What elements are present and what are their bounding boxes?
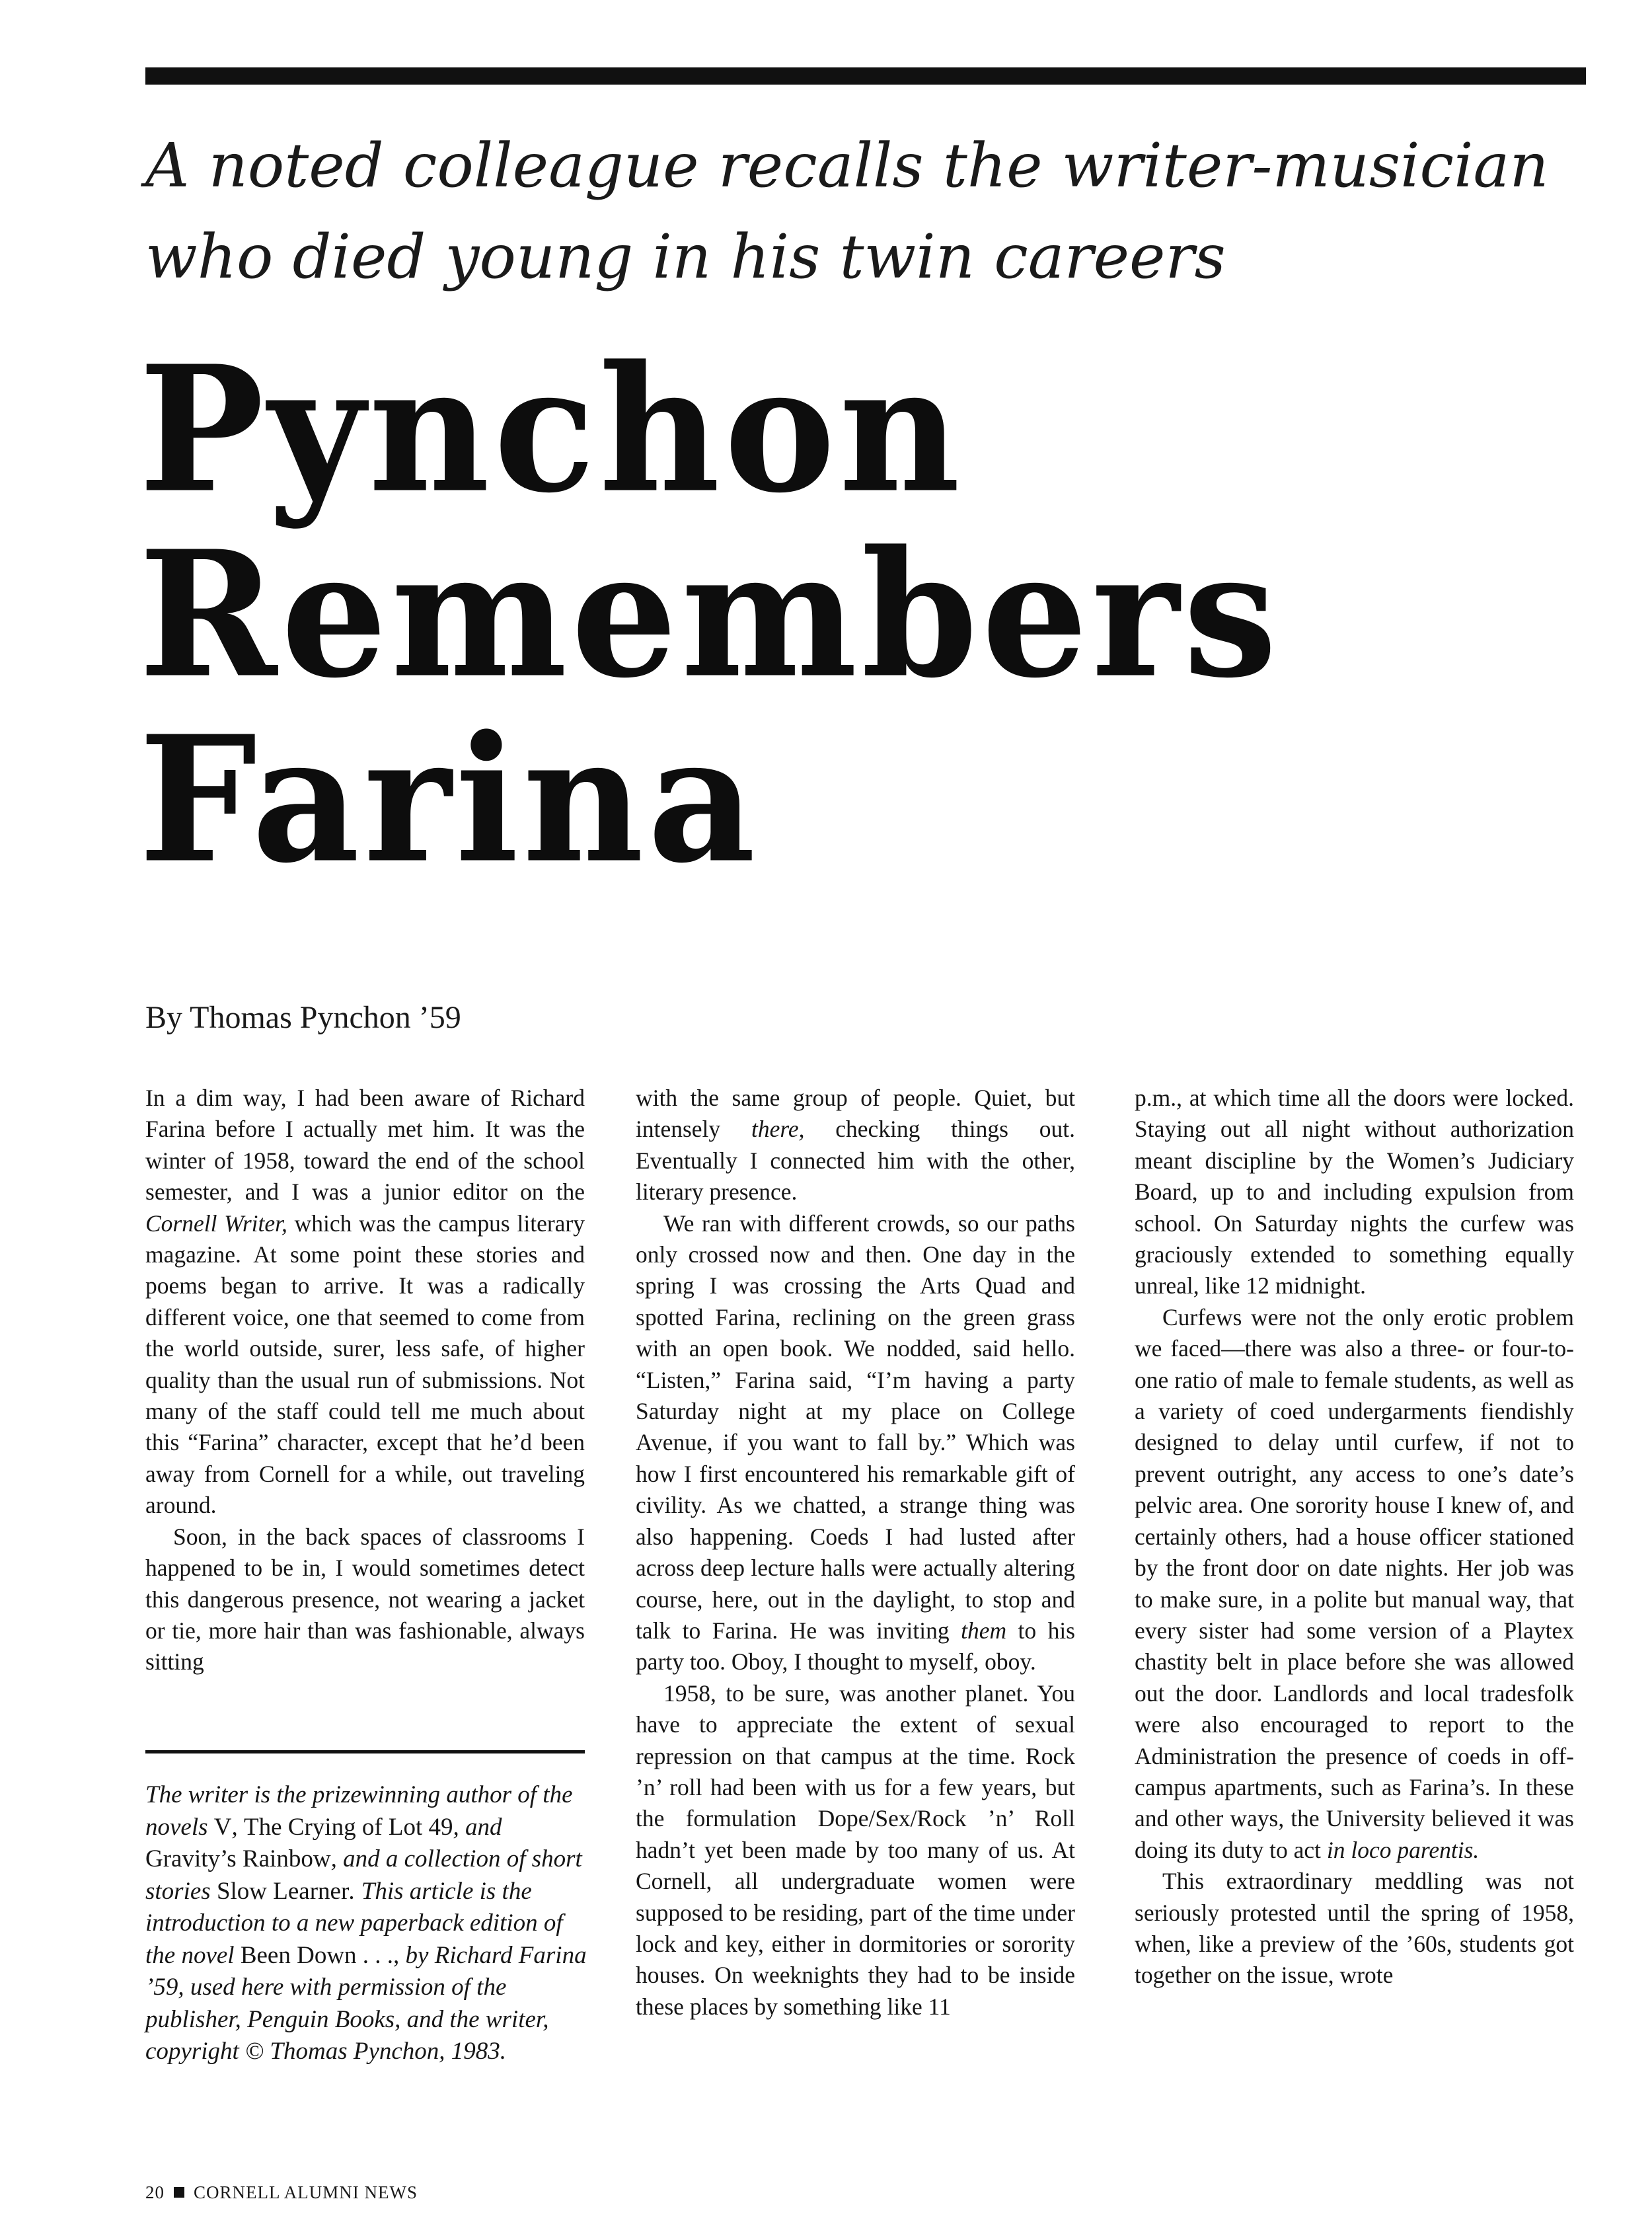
headline — [139, 328, 1460, 902]
headline-line-3: Farina — [139, 698, 760, 902]
headline-line-1: Pynchon — [139, 328, 965, 531]
deck-line-2: who died young in his twin careers — [145, 221, 1226, 292]
paragraph: This extraordinary meddling was not seriously protested until the spring of 1958, when, like a preview of the ’60s, students got together on the issue, wrote — [1135, 1868, 1574, 1989]
deck-line-1: A noted colleague recalls the writer-musician — [145, 130, 1549, 201]
body-column-1 — [145, 1083, 585, 1678]
paragraph: with the same group of people. Quiet, but intensely there, checking things out. Eventually I connected him with the other, literary presence. — [636, 1085, 1075, 1206]
body-column-2 — [636, 1083, 1075, 2022]
page-number: 20 — [145, 2182, 165, 2202]
deck — [145, 120, 1586, 303]
author-note: The writer is the prizewinning author of the novels V, The Crying of Lot 49, and Gravity’s Rainbow, and a collection of short stories Slow Learner. This article is the introduction to a new paperback edition of the novel Been Down . . ., by Richard Farina ’59, used here with permission of the publisher, Penguin Books, and the writer, copyright © Thomas Pynchon, 1983. — [145, 1781, 587, 2065]
paragraph: Soon, in the back spaces of classrooms I happened to be in, I would sometimes detect this dangerous presence, not wearing a jacket or tie, more hair than was fashionable, always sitting — [145, 1523, 585, 1676]
paragraph: p.m., at which time all the doors were locked. Staying out all night without authorization meant discipline by the Women’s Judiciary Board, up to and including expulsion from school. On Saturday nights the curfew was graciously extended to something equally unreal, like 12 midnight. — [1135, 1085, 1574, 1299]
paragraph: We ran with different crowds, so our paths only crossed now and then. One day in the spring I was crossing the Arts Quad and spotted Farina, reclining on the green grass with an open book. We nodded, said hello. “Listen,” Farina said, “I’m having a party Saturday night at my place on College Avenue, if you want to fall by.” Which was how I first encountered his remarkable gift of civility. As we chatted, a strange thing was also happening. Coeds I had lusted after across deep lecture halls were actually altering course, here, out in the daylight, to stop and talk to Farina. He was inviting them to his party too. Oboy, I thought to myself, oboy. — [636, 1210, 1076, 1676]
top-rule — [145, 67, 1586, 85]
paragraph: 1958, to be sure, was another planet. You have to appreciate the extent of sexual repression on that campus at the time. Rock ’n’ roll had been with us for a few years, but the formulation Dope/Sex/Rock ’n’ Roll hadn’t yet been made by too many of us. At Cornell, all undergraduate women were supposed to be residing, part of the time under lock and key, either in dormitories or sorority houses. On weeknights they had to be inside these places by something like 11 — [636, 1679, 1075, 2020]
note-divider — [145, 1750, 585, 1753]
body-column-3 — [1135, 1083, 1574, 1991]
publication-name: CORNELL ALUMNI NEWS — [194, 2182, 418, 2202]
byline: By Thomas Pynchon ’59 — [145, 1000, 461, 1035]
headline-line-2: Remembers — [139, 513, 1281, 716]
paragraph: In a dim way, I had been aware of Richard Farina before I actually met him. It was the winter of 1958, toward the end of the school semester, and I was a junior editor on the Cornell Writer, which was the campus literary magazine. At some point these stories and poems began to arrive. It was a radically different voice, one that seemed to come from the world outside, surer, less safe, of higher quality than the usual run of submissions. Not many of the staff could tell me much about this “Farina” character, except that he’d been away from Cornell for a while, out traveling around. — [145, 1085, 585, 1519]
page-footer — [145, 2182, 418, 2203]
magazine-title: Cornell Writer, — [145, 1210, 287, 1237]
paragraph: Curfews were not the only erotic problem we faced—there was also a three- or four-to-one ratio of male to female students, as well as a variety of coed undergarments fiendishly designed to delay until curfew, if not to prevent outright, any access to one’s date’s pelvic area. One sorority house I knew of, and certainly others, had a house officer stationed by the front door on date nights. Her job was to make sure, in a polite but manual way, that every sister had some version of a Playtex chastity belt in place before she was allowed out the door. Landlords and local tradesfolk were also encouraged to report to the Administration the presence of coeds in off-campus apartments, such as Farina’s. In these and other ways, the University believed it was doing its duty to act in loco parentis. — [1135, 1303, 1574, 1863]
square-bullet-icon — [174, 2187, 184, 2198]
